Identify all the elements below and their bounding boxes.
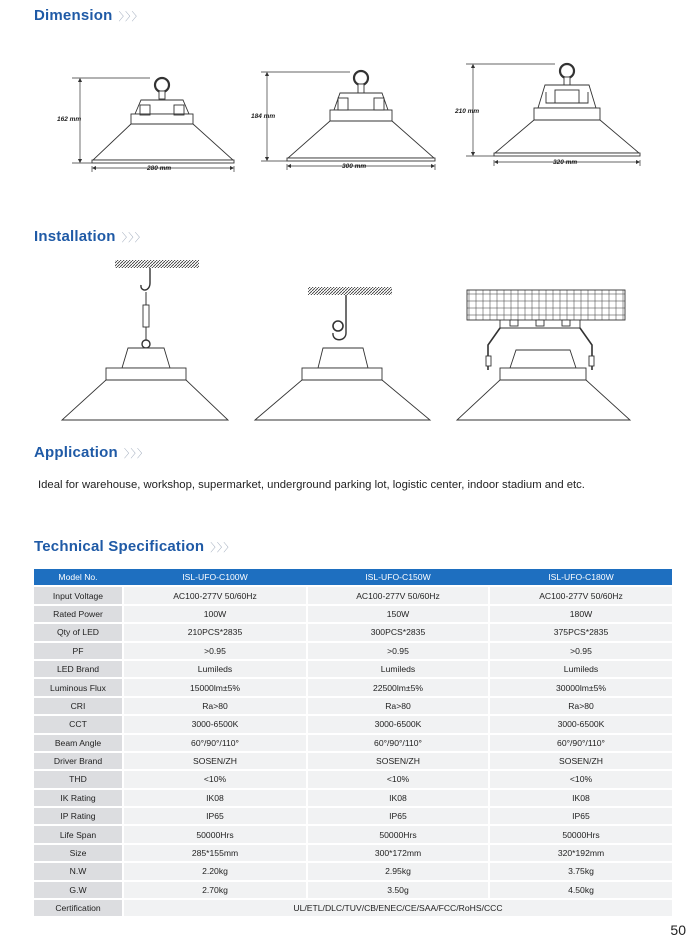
spec-value-cell: 50000Hrs [490,826,672,842]
spec-value-cell: <10% [124,771,306,787]
spec-value-cell: 320*192mm [490,845,672,861]
spec-row [34,587,672,603]
spec-label-cell: IP Rating [34,808,122,824]
spec-row [34,698,672,714]
spec-row [34,790,672,806]
spec-label-cell: CRI [34,698,122,714]
spec-title: Technical Specification 〉〉〉 [34,538,236,555]
spec-row [34,753,672,769]
spec-value-cell: 375PCS*2835 [490,624,672,640]
spec-value-cell: IK08 [490,790,672,806]
spec-label-cell: Beam Angle [34,735,122,751]
spec-value-cell: <10% [308,771,488,787]
dim2-height-label: 184 mm [251,113,276,120]
spec-value-cell: IK08 [124,790,306,806]
spec-value-cell: 3.75kg [490,863,672,879]
spec-label-cell: CCT [34,716,122,732]
spec-value-cell: 15000lm±5% [124,679,306,695]
spec-value-cell: IP65 [490,808,672,824]
spec-row [34,735,672,751]
dim1-width-label: 280 mm [147,165,172,172]
dim1-height-label: 162 mm [57,116,82,123]
spec-value-cell: Lumileds [124,661,306,677]
spec-row [34,624,672,640]
spec-value-cell: Lumileds [490,661,672,677]
application-text: Ideal for warehouse, workshop, supermarket, underground parking lot, logistic center, indoor stadium and etc. [38,479,585,491]
spec-row [34,808,672,824]
spec-label-cell: Size [34,845,122,861]
spec-label-cell: Driver Brand [34,753,122,769]
spec-value-cell: 22500lm±5% [308,679,488,695]
spec-label-cell: Rated Power [34,606,122,622]
spec-value-cell: 3000-6500K [308,716,488,732]
spec-value-cell: 60°/90°/110° [308,735,488,751]
spec-value-cell: IK08 [308,790,488,806]
chevron-icon: 〉〉〉 [121,232,147,244]
spec-row [34,771,672,787]
spec-value-cell: 300*172mm [308,845,488,861]
spec-value-cell: 2.70kg [124,882,306,898]
spec-value-cell: Lumileds [308,661,488,677]
spec-value-cell: Ra>80 [124,698,306,714]
spec-value-cell: 3000-6500K [124,716,306,732]
model-header-cell: ISL-UFO-C100W [124,569,306,585]
spec-value-cell: 4.50kg [490,882,672,898]
spec-label-cell: G.W [34,882,122,898]
spec-value-cell: AC100-277V 50/60Hz [308,587,488,603]
spec-label-cell: IK Rating [34,790,122,806]
spec-row [34,606,672,622]
chevron-icon: 〉〉〉 [118,11,144,23]
spec-value-cell: 100W [124,606,306,622]
dimension-title: Dimension 〉〉〉 [34,7,144,24]
spec-value-cell: 3.50g [308,882,488,898]
spec-value-cell: 50000Hrs [308,826,488,842]
install-hook-drawing [62,260,228,420]
page-number: 50 [670,922,686,938]
spec-value-cell: 285*155mm [124,845,306,861]
product-drawings [0,0,700,430]
spec-label-cell: PF [34,643,122,659]
spec-row [34,826,672,842]
chevron-icon: 〉〉〉 [123,448,149,460]
spec-row-certification [34,900,672,916]
spec-value-cell: >0.95 [490,643,672,659]
dim3-height-label: 210 mm [455,108,480,115]
dim2-width-label: 300 mm [342,163,367,170]
spec-label-cell: Qty of LED [34,624,122,640]
spec-value-cell: >0.95 [124,643,306,659]
spec-value-cell: AC100-277V 50/60Hz [124,587,306,603]
spec-value-cell: SOSEN/ZH [308,753,488,769]
spec-value-cell: 300PCS*2835 [308,624,488,640]
lamp-drawing-1 [92,78,234,163]
spec-row [34,882,672,898]
spec-label-cell: Luminous Flux [34,679,122,695]
spec-row [34,643,672,659]
spec-value-cell: 50000Hrs [124,826,306,842]
spec-value-cell: 150W [308,606,488,622]
spec-label-cell: Input Voltage [34,587,122,603]
spec-value-cell: 60°/90°/110° [490,735,672,751]
spec-table [34,567,672,918]
spec-value-cell: >0.95 [308,643,488,659]
spec-value-cell: AC100-277V 50/60Hz [490,587,672,603]
header-label-cell: Model No. [34,569,122,585]
chevron-icon: 〉〉〉 [210,542,236,554]
lamp-drawing-2 [287,71,435,161]
spec-value-cell: 3000-6500K [490,716,672,732]
model-header-cell: ISL-UFO-C150W [308,569,488,585]
spec-row [34,845,672,861]
install-bracket-drawing [255,287,430,420]
spec-value-cell: Ra>80 [308,698,488,714]
spec-value-cell: 180W [490,606,672,622]
model-header-cell: ISL-UFO-C180W [490,569,672,585]
install-ceiling-drawing [457,290,630,420]
spec-row [34,863,672,879]
spec-value-cell: 30000lm±5% [490,679,672,695]
spec-label-cell: THD [34,771,122,787]
spec-value-cell: SOSEN/ZH [124,753,306,769]
spec-value-cell: 2.95kg [308,863,488,879]
spec-label-cell: Certification [34,900,122,916]
spec-row [34,716,672,732]
spec-header-row [34,569,672,585]
application-title: Application 〉〉〉 [34,444,149,461]
spec-row [34,679,672,695]
spec-value-cell: 60°/90°/110° [124,735,306,751]
dim3-width-label: 320 mm [553,159,578,166]
spec-label-cell: Life Span [34,826,122,842]
spec-value-cell: 2.20kg [124,863,306,879]
certification-value-cell: UL/ETL/DLC/TUV/CB/ENEC/CE/SAA/FCC/RoHS/CCC [124,900,672,916]
spec-value-cell: IP65 [124,808,306,824]
spec-row [34,661,672,677]
spec-value-cell: <10% [490,771,672,787]
spec-value-cell: 210PCS*2835 [124,624,306,640]
spec-label-cell: LED Brand [34,661,122,677]
lamp-drawing-3 [494,64,640,156]
spec-value-cell: IP65 [308,808,488,824]
spec-value-cell: SOSEN/ZH [490,753,672,769]
spec-label-cell: N.W [34,863,122,879]
installation-title: Installation 〉〉〉 [34,228,147,245]
spec-value-cell: Ra>80 [490,698,672,714]
